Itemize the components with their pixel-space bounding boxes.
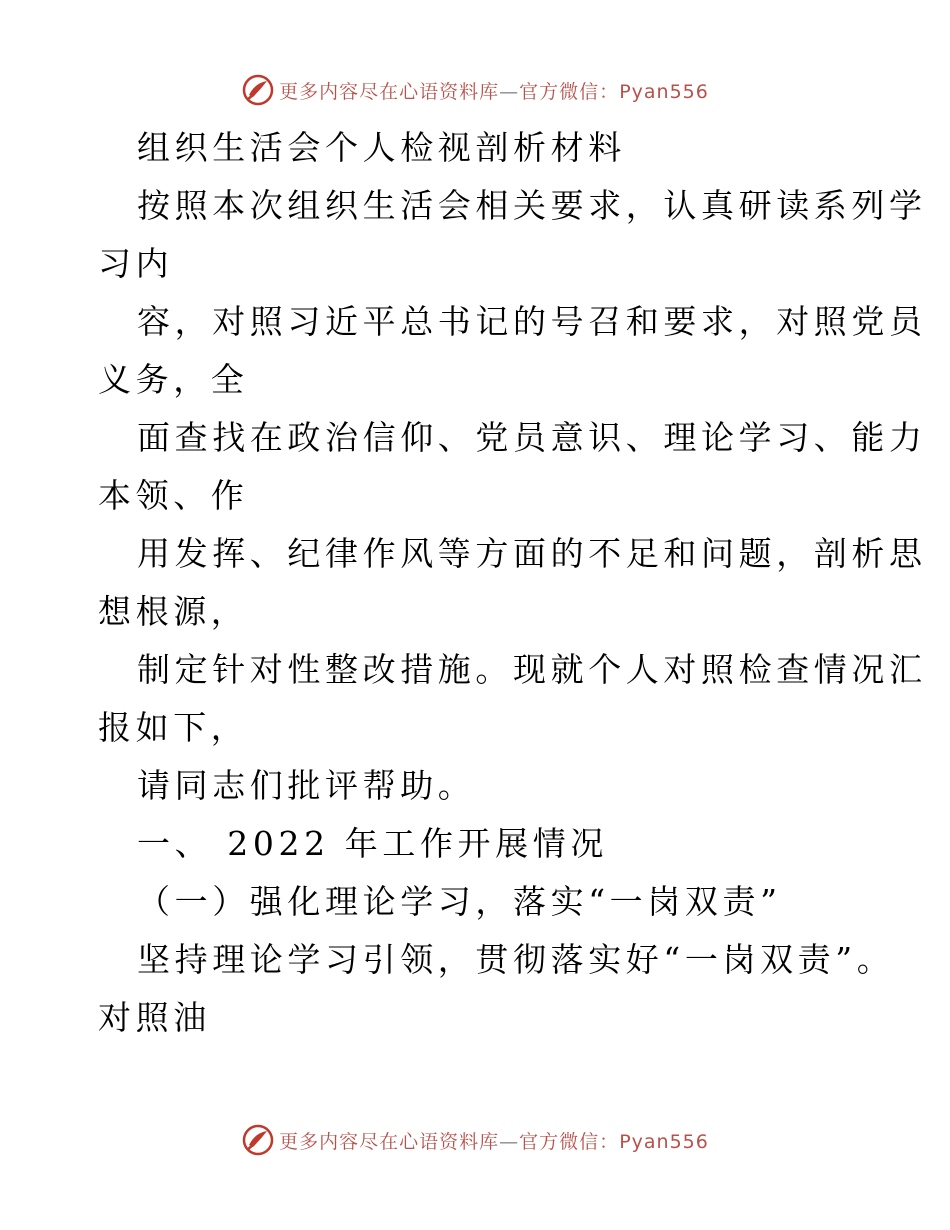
header-watermark [0,70,950,110]
paragraph-line: 按照本次组织生活会相关要求，认真研读系列学 [137,186,927,225]
watermark-wechat-id: Pyan556 [619,1130,709,1153]
watermark-brand: 更多内容尽在心语资料库 [279,80,500,103]
paragraph-line: 容，对照习近平总书记的号召和要求，对照党员 [137,302,927,341]
paragraph-line: 用发挥、纪律作风等方面的不足和问题，剖析思 [137,534,927,573]
paragraph-line: 请同志们批评帮助。 [137,766,476,805]
paragraph-line: 习内 [98,244,174,283]
watermark-wechat-label: 官方微信： [519,1130,620,1153]
pen-logo-icon [241,73,275,107]
paragraph-line: 义务，全 [98,360,249,399]
paragraph-line: 制定针对性整改措施。现就个人对照检查情况汇 [137,650,927,689]
subsection-heading: （一）强化理论学习，落实“一岗双责” [137,882,782,921]
watermark-text [279,1127,709,1154]
watermark-wechat-id: Pyan556 [619,80,709,103]
section-heading: 一、 2022 年工作开展情况 [137,824,608,863]
watermark-text [279,77,709,104]
footer-watermark [0,1120,950,1160]
paragraph-line: 想根源， [98,592,249,631]
pen-logo-icon [241,1123,275,1157]
watermark-wechat-label: 官方微信： [519,80,620,103]
paragraph-line: 对照油 [98,998,211,1037]
watermark-dash: — [499,1130,520,1153]
watermark-dash: — [499,80,520,103]
watermark-brand: 更多内容尽在心语资料库 [279,1130,500,1153]
paragraph-line: 报如下， [98,708,249,747]
paragraph-line: 坚持理论学习引领，贯彻落实好“一岗双责”。 [137,940,895,979]
paragraph-line: 本领、作 [98,476,249,515]
document-title: 组织生活会个人检视剖析材料 [137,128,626,167]
paragraph-line: 面查找在政治信仰、党员意识、理论学习、能力 [137,418,927,457]
